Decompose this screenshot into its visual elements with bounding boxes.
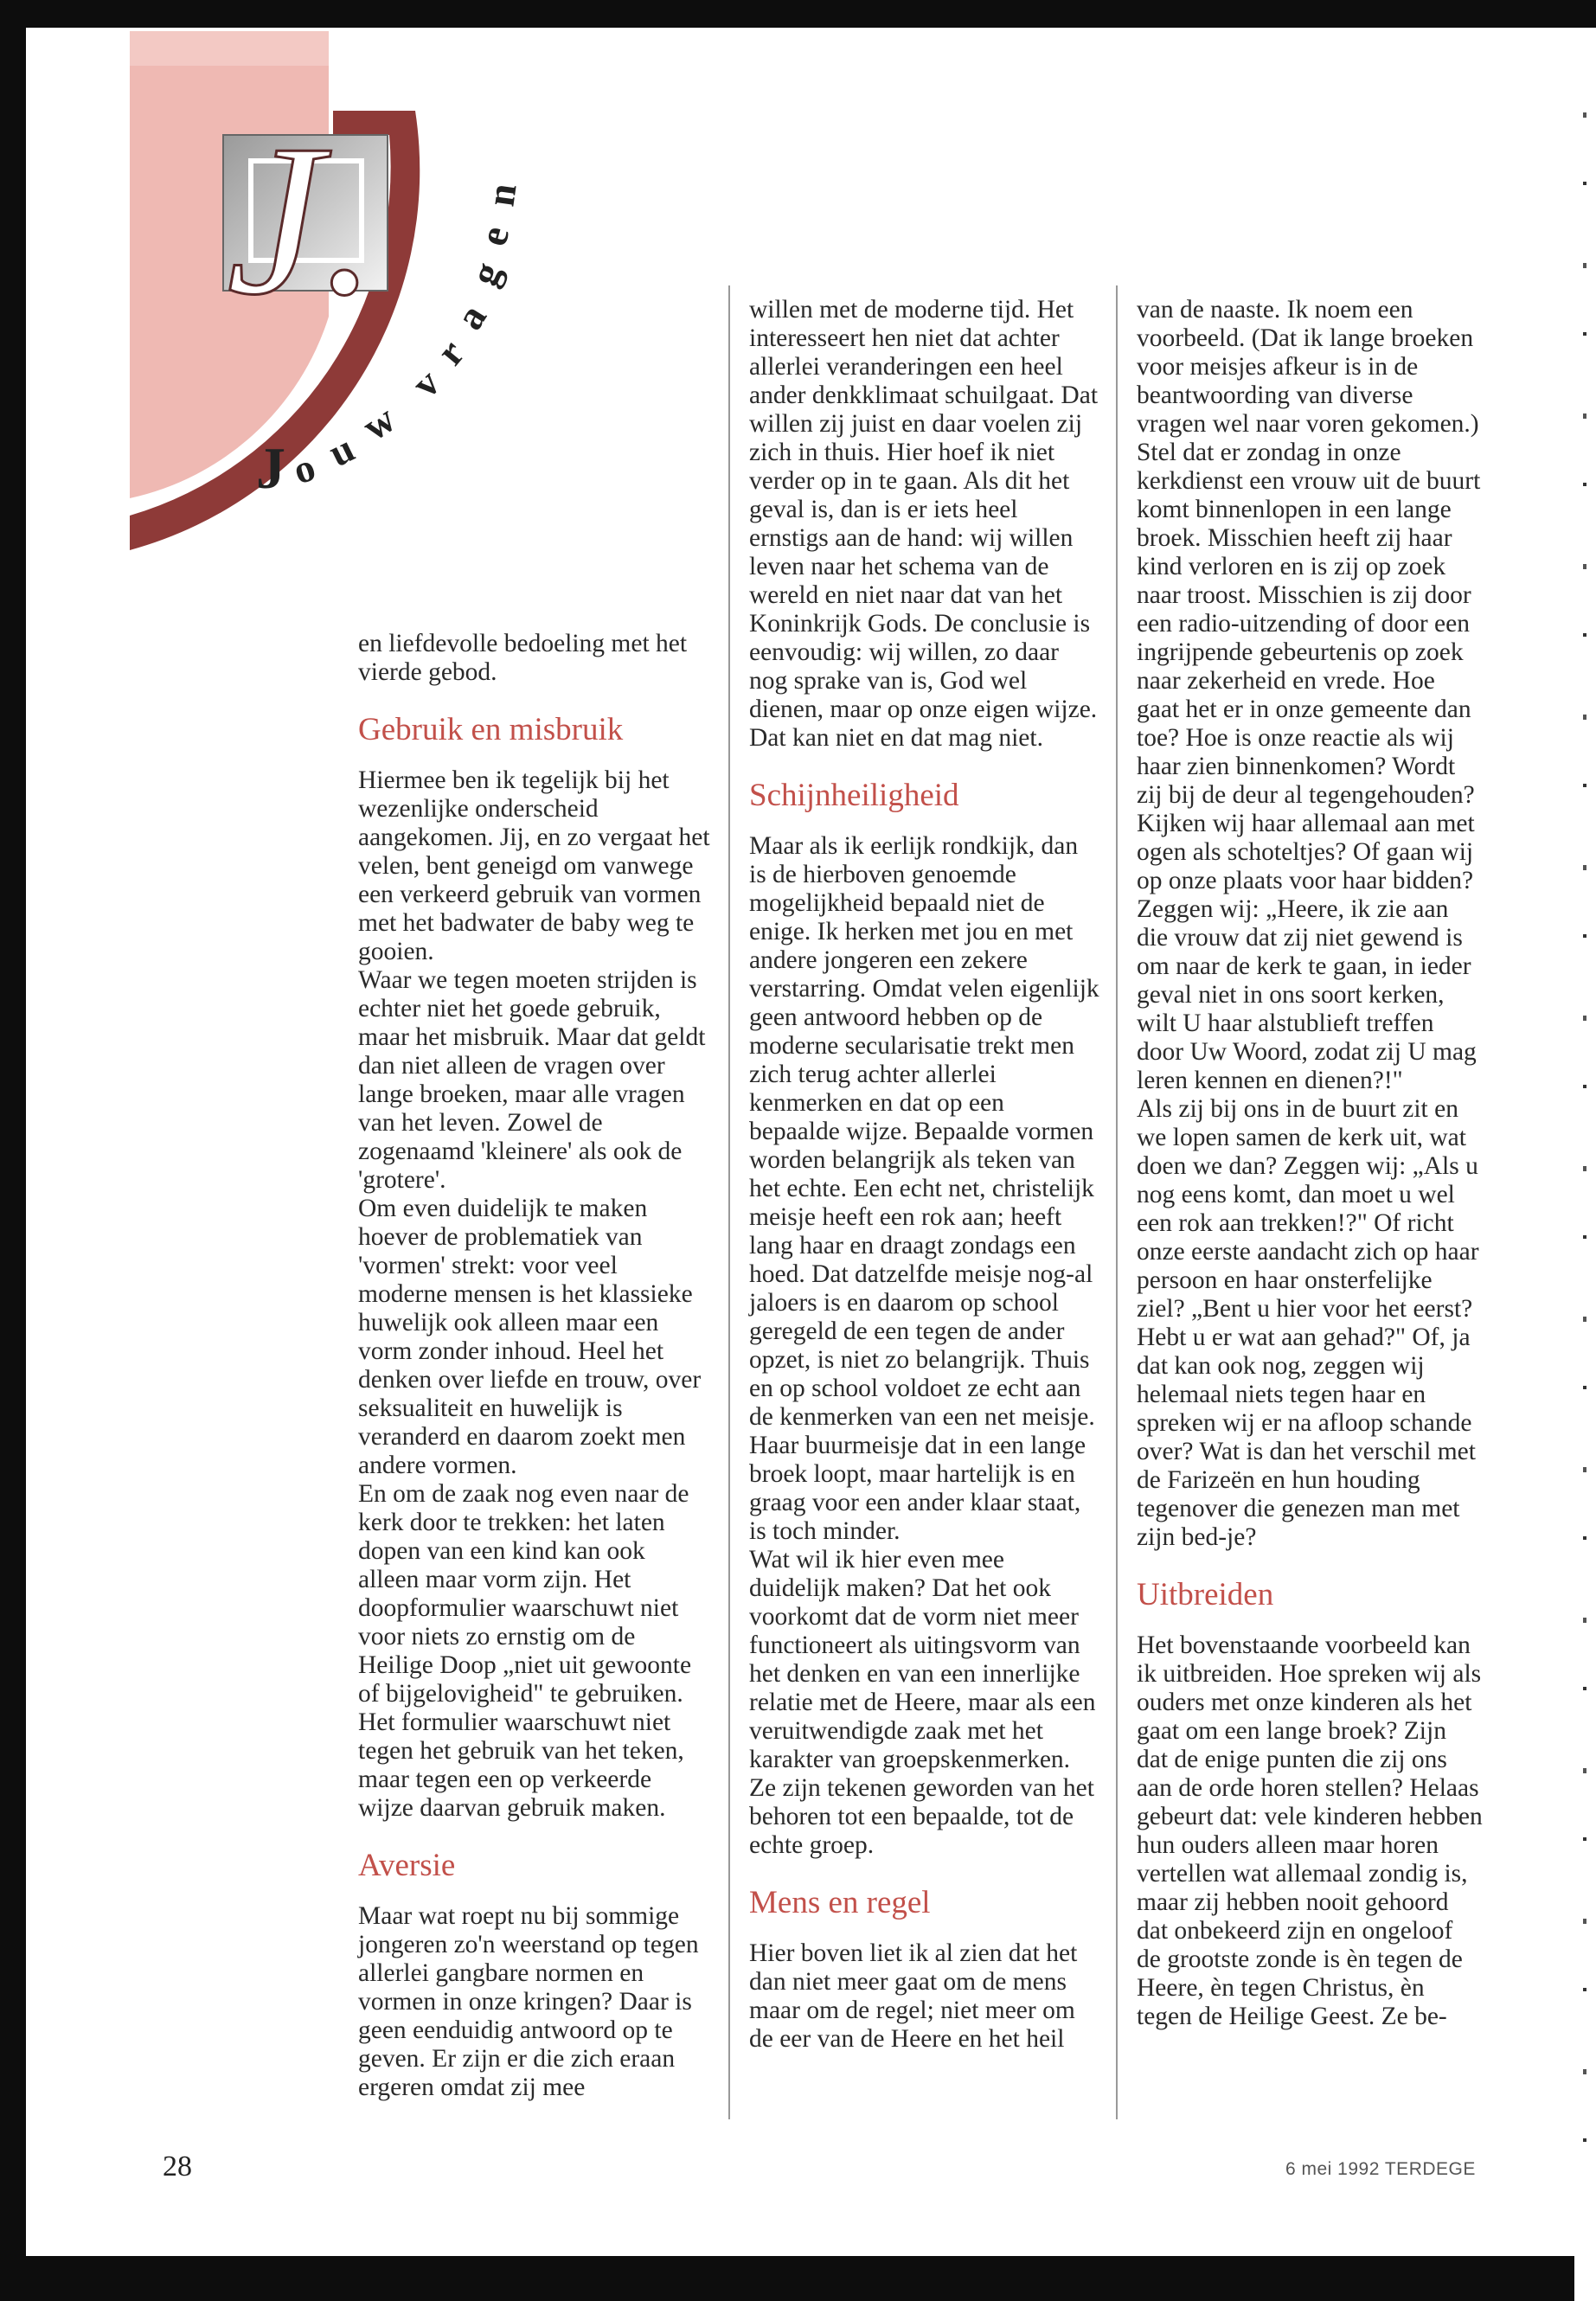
title-letter-2: o	[287, 444, 321, 493]
title-letter-4: w	[354, 396, 403, 449]
article-column-3	[1137, 296, 1483, 2031]
paragraph: En om de zaak nog even naar de kerk door te trekken: het laten dopen van een kind kan ook alleen maar vorm zijn. Het doopformulier waarschuwt niet voor niets zo ernstig om de Heilige Doop „niet uit gewoonte of bijgelovigheid" te gebruiken. Het formulier waarschuwt niet tegen het gebruik van het teken, maar tegen een op verkeerde wijze daarvan gebruik maken.	[358, 1480, 692, 1822]
logo-letter: J.	[227, 100, 377, 340]
section-header	[130, 31, 692, 567]
title-letter-10: n	[478, 180, 525, 209]
scan-corner	[1574, 2256, 1596, 2301]
scan-border-left	[0, 0, 26, 2301]
pink-band-top	[130, 31, 329, 66]
paragraph: en liefdevolle bedoeling met het vierde gebod.	[358, 630, 688, 686]
footer-date: 6 mei 1992 TERDEGE	[1285, 2159, 1476, 2179]
paragraph: Maar als ik eerlijk rondkijk, dan is de hierboven genoemde mogelijkheid bepaald niet de enige. Ik herken met jou en met andere jongeren een zekere verstarring. Omdat velen eigenlijk geen antwoord hebben op de moderne secularisatie trekt men zich terug achter allerlei kenmerken en dat op een bepaalde wijze. Bepaalde vormen worden belangrijk als teken van het echte. Een echt net, christelijk meisje heeft een rok aan; heeft lang haar en draagt zondags een hoed. Dat datzelfde meisje nog-al jaloers is en daarom op school geregeld de een tegen de ander opzet, is niet zo belangrijk. Thuis en op school voldoet ze echt aan de kenmerken van een net meisje. Haar buurmeisje dat in een lange broek loopt, maar hartelijk is en graag voor een ander klaar staat, is toch minder.	[749, 832, 1099, 1545]
scan-edge-marks	[1583, 35, 1586, 2197]
paragraph: Stel dat er zondag in onze kerkdienst een vrouw uit de buurt komt binnenlopen in een lange broek. Misschien heeft zij haar kind verloren en is zij op zoek naar troost. Misschien is zij door een radio-uitzending of door een ingrijpende gebeurtenis op zoek naar zekerheid en vrede. Hoe gaat het er in onze gemeente dan toe? Hoe is onze reactie als wij haar zien binnenkomen? Wordt zij bij de deur al tegengehouden? Kijken wij haar allemaal aan met ogen als schoteltjes? Of gaan wij op onze plaats voor haar bidden? Zeggen wij: „Heere, ik zie aan die vrouw dat zij niet gewend is om naar de kerk te gaan, in ieder geval niet in ons soort kerken, wilt U haar alstublieft treffen door Uw Woord, zodat zij U mag leren kennen en dienen?!"	[1137, 439, 1481, 1094]
title-letter-7: a	[446, 296, 496, 337]
paragraph: willen met de moderne tijd. Het interesseert hen niet dat achter allerlei veranderingen een heel ander denkklimaat schuilgaat. Dat willen zij juist en daar voelen zij zich in thuis. Hier hoef ik niet verder op in te gaan. Als dit het geval is, dan is er iets heel ernstigs aan de hand: wij willen leven naar het schema van de wereld en niet naar dat van het Koninkrijk Gods. De conclusie is eenvoudig: wij willen, zo daar nog sprake van is, God wel dienen, maar op onze eigen wijze. Dat kan niet en dat mag niet.	[749, 296, 1099, 752]
subheading-gebruik: Gebruik en misbruik	[358, 712, 624, 747]
paragraph: Hiermee ben ik tegelijk bij het wezenlijke onderscheid aangekomen. Jij, en zo vergaat het velen, bent geneigd om vanwege een verkeerd gebruik van vormen met het badwater de baby weg te gooien.	[358, 766, 710, 965]
article-column-1	[358, 630, 711, 2102]
page-number: 28	[163, 2150, 192, 2182]
title-letter-9: e	[470, 221, 518, 251]
subheading-schijnheiligheid: Schijnheiligheid	[749, 778, 959, 813]
paragraph: Waar we tegen moeten strijden is echter niet het goede gebruik, maar het misbruik. Maar dat geldt dan niet alleen de vragen over lange broeken, maar alle vragen van het leven. Zowel de zogenaamd 'kleinere' als ook de 'grotere'.	[358, 966, 706, 1194]
subheading-mens-en-regel: Mens en regel	[749, 1885, 931, 1920]
header-graphic	[130, 31, 692, 567]
paragraph: Als zij bij ons in de buurt zit en we lopen samen de kerk uit, wat doen we dan? Zeggen wij: „Als u nog eens komt, dan moet u wel een rok aan trekken!?" Of richt onze eerste aandacht zich op haar persoon en haar onsterfelijke ziel? „Bent u hier voor het eerst? Hebt u er wat aan gehad?" Of, ja dat kan ook nog, zeggen wij helemaal niets tegen haar en spreken wij er na afloop schande over? Wat is dan het verschil met de Farizeën en hun houding tegenover die genezen man met zijn bed-je?	[1137, 1095, 1479, 1551]
column-rule-2	[1116, 285, 1118, 2119]
paragraph: Om even duidelijk te maken hoever de problematiek van 'vormen' strekt: voor veel moderne mensen is het klassieke huwelijk ook alleen maar een vorm zonder inhoud. Heel het denken over liefde en trouw, over seksualiteit en huwelijk is veranderd en daarom zoekt men andere vormen.	[358, 1195, 702, 1479]
svg-text:J	[256, 435, 285, 501]
paragraph: Maar wat roept nu bij sommige jongeren zo'n weerstand op tegen allerlei gangbare normen en vormen in onze kringen? Daar is geen eenduidig antwoord op te geven. Er zijn er die zich eraan ergeren omdat zij mee	[358, 1902, 699, 2101]
scan-border-top	[0, 0, 1596, 28]
paragraph: Hier boven liet ik al zien dat het dan niet meer gaat om de mens maar om de regel; niet meer om de eer van de Heere en het heil	[749, 1939, 1078, 2053]
subheading-aversie: Aversie	[358, 1848, 456, 1883]
title-letter-3: u	[321, 426, 362, 476]
paragraph: van de naaste. Ik noem een voorbeeld. (Dat ik lange broeken voor meisjes afkeur is in de beantwoording van diverse vragen wel naar voren gekomen.)	[1137, 296, 1479, 438]
subheading-uitbreiden: Uitbreiden	[1137, 1577, 1274, 1612]
paragraph: Het bovenstaande voorbeeld kan ik uitbreiden. Hoe spreken wij als ouders met onze kinderen als het gaat om een lange broek? Zijn dat de enige punten die zij ons aan de orde horen stellen? Helaas gebeurt dat: vele kinderen hebben hun ouders alleen maar horen vertellen wat allemaal zondig is, maar zij hebben nooit gehoord dat onbekeerd zijn en ongeloof de grootste zonde is èn tegen de Heere, èn tegen Christus, èn tegen de Heilige Geest. Ze be-	[1137, 1631, 1483, 2030]
article-column-2	[749, 296, 1099, 2054]
title-letter-8: g	[461, 255, 510, 292]
title-letter-6: r	[427, 330, 473, 374]
title-letter-1: J	[256, 435, 285, 501]
paragraph: Wat wil ik hier even mee duidelijk maken? Dat het ook voorkomt dat de vorm niet meer functioneert als uitingsvorm van het denken en van een innerlijke relatie met de Heere, maar als een veruitwendigde zaak met het karakter van groepskenmerken. Ze zijn tekenen geworden van het behoren tot een bepaalde, tot de echte groep.	[749, 1546, 1096, 1859]
scan-border-bottom	[0, 2256, 1596, 2301]
title-letter-5: v	[403, 360, 449, 407]
column-rule-1	[728, 285, 730, 2119]
